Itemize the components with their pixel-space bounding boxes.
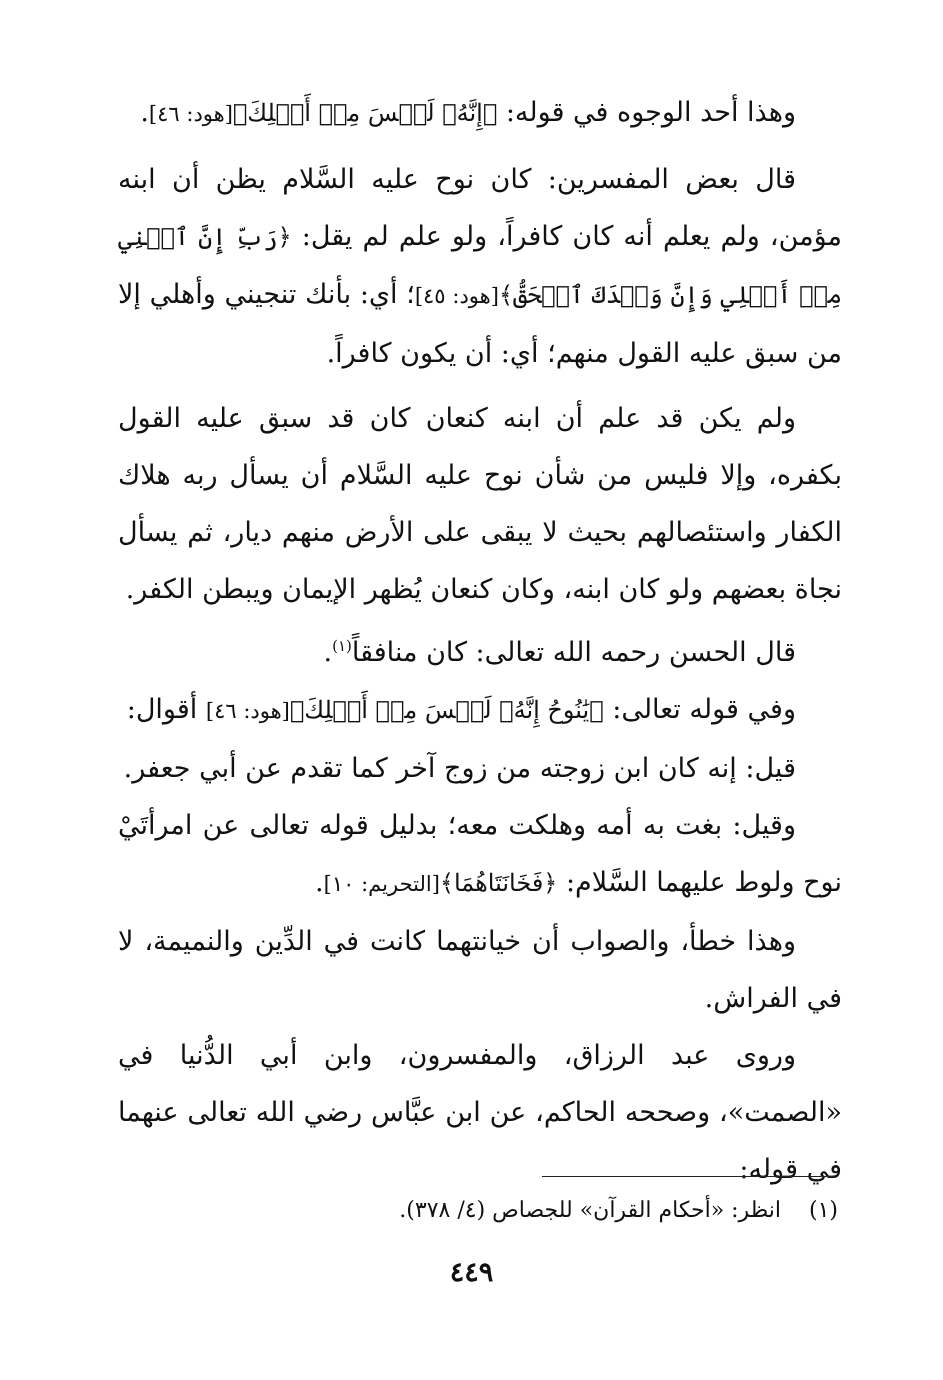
footnote-number: (١) [808, 1198, 838, 1223]
paragraph-text: . [323, 637, 333, 668]
page-number: ٤٤٩ [449, 1257, 494, 1288]
paragraph-text: وهذا أحد الوجوه في قوله: [497, 97, 796, 128]
paragraph [118, 151, 842, 382]
paragraph-text: . [315, 867, 324, 898]
paragraph-text: ؛ أي: بأنك تنجيني وأهلي إلا من سبق عليه القول منهم؛ أي: أن يكون كافراً. [118, 279, 842, 369]
paragraph-text: وقيل: بغت به أمه وهلكت معه؛ بدليل قوله تعالى عن امرأتَيْ نوح ولوط عليهما السَّلام: [118, 810, 842, 898]
verse-reference: [هود: ٤٦] [205, 699, 290, 723]
footnote-divider [542, 1176, 834, 1177]
paragraph-text: . [140, 97, 149, 128]
footnote-text: انظر: «أحكام القرآن» للجصاص (٤/ ٣٧٨). [399, 1198, 781, 1223]
quran-verse: ﴿يَٰنُوحُ إِنَّهُۥ لَيۡسَ مِنۡ أَهۡلِكَ﴾ [289, 696, 604, 724]
paragraph-text: قال بعض المفسرين: كان نوح عليه السَّلام يظن أن ابنه مؤمن، ولم يعلم أنه كان كافراً، ولو علم لم يقل: [118, 164, 842, 252]
paragraph [118, 913, 842, 1027]
paragraph [118, 390, 842, 618]
paragraph-text: قيل: إنه كان ابن زوجته من زوج آخر كما تقدم عن أبي جعفر. [123, 753, 796, 784]
paragraph [118, 84, 842, 143]
main-text [118, 84, 842, 1198]
paragraph-text: وروى عبد الرزاق، والمفسرون، وابن أبي الدُّنيا في «الصمت»، وصححه الحاكم، عن ابن عبَّاس رضي الله تعالى عنهما في قوله: [118, 1040, 842, 1185]
paragraph [118, 618, 842, 681]
quran-verse: ﴿إِنَّهُۥ لَيۡسَ مِنۡ أَهۡلِكَ﴾ [232, 99, 498, 127]
paragraph-text: ولم يكن قد علم أن ابنه كنعان كان قد سبق عليه القول بكفره، وإلا فليس من شأن نوح عليه السَّلام أن يسأل ربه هلاك الكفار واستئصالهم بحيث لا يبقى على الأرض منهم ديار، ثم يسأل نجاة بعضهم ولو كان ابنه، وكان كنعان يُظهر الإيمان ويبطن الكفر. [118, 403, 842, 605]
verse-reference: [التحريم: ١٠] [323, 872, 440, 896]
paragraph [118, 797, 842, 913]
paragraph [118, 740, 842, 797]
paragraph-text: أقوال: [126, 694, 206, 725]
paragraph-text: وهذا خطأ، والصواب أن خيانتهما كانت في الدِّين والنميمة، لا في الفراش. [118, 926, 842, 1014]
footnote-marker[interactable]: (١) [332, 637, 352, 655]
verse-reference: [هود: ٤٥] [414, 284, 499, 308]
quran-verse: ﴿رَبِّ إِنَّ ٱبۡنِي مِنۡ أَهۡلِي وَإِنَّ وَعۡدَكَ ٱلۡحَقُّ﴾ [118, 223, 843, 309]
quran-verse: ﴿فَخَانَتَاهُمَا﴾ [439, 869, 558, 897]
paragraph [118, 681, 842, 740]
footnote [118, 1196, 838, 1226]
verse-reference: [هود: ٤٦] [148, 102, 233, 126]
paragraph-text: وفي قوله تعالى: [603, 694, 796, 725]
paragraph-text: قال الحسن رحمه الله تعالى: كان منافقاً [351, 637, 796, 668]
paragraph [118, 1027, 842, 1198]
